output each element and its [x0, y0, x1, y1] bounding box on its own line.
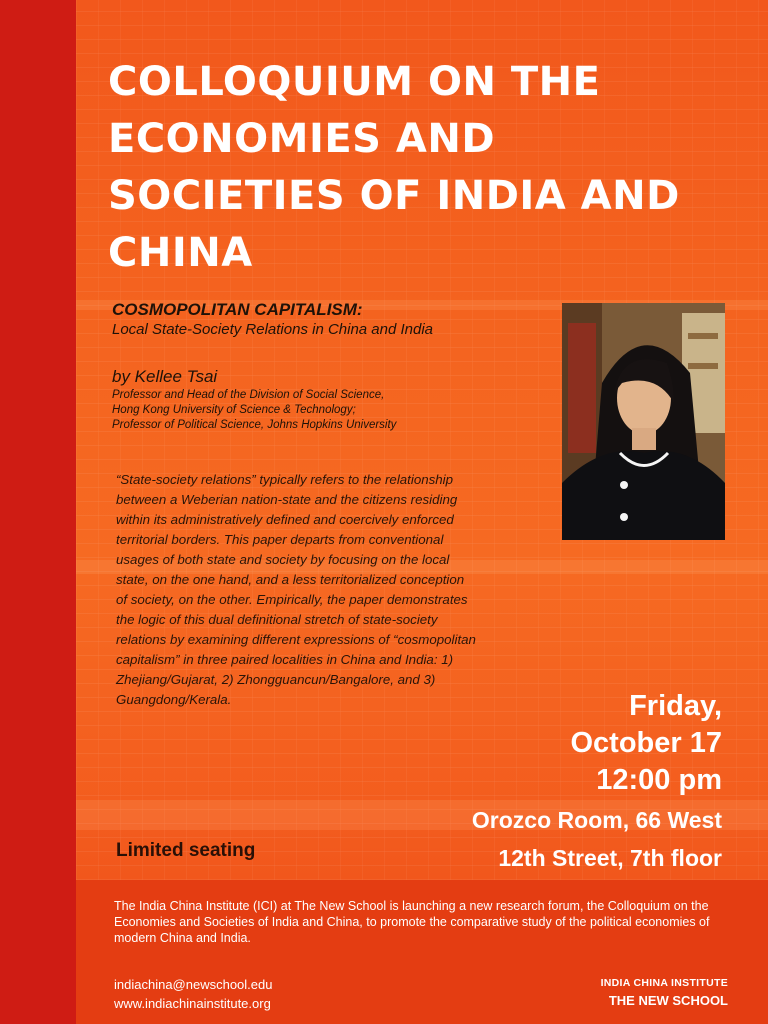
contact-website[interactable]: www.indiachinainstitute.org — [114, 996, 271, 1011]
event-date: October 17 — [570, 727, 722, 759]
contact-info — [114, 975, 272, 1013]
speaker-portrait-illustration — [562, 303, 725, 540]
left-strip — [0, 0, 76, 1024]
event-day: Friday, — [629, 690, 722, 722]
speaker-affiliation: Professor of Political Science, Johns Hopkins University — [112, 419, 397, 431]
event-time: 12:00 pm — [596, 764, 722, 796]
speaker-photo — [562, 303, 725, 540]
event-date-time — [571, 688, 723, 799]
contact-email[interactable]: indiachina@newschool.edu — [114, 977, 273, 992]
event-location-line2: 12th Street, 7th floor — [498, 845, 722, 871]
lecture-title: COSMOPOLITAN CAPITALISM: — [112, 300, 363, 319]
abstract-text: “State-society relations” typically refers to the relationship between a Weberian nation-state and the citizens residing within its administratively defined and coercively enforced territorial borders. This paper departs from conventional usages of both state and society by focusing on the local state, on the one hand, and a less territorialized conception of society, on the other. Empirically, the paper demonstrates the logic of this dual definitional stretch of state-society relations by examining different expressions of “cosmopolitan capitalism” in three paired localities in China and India: 1) Zhejiang/Gujarat, 2) Zhongguancun/Bangalore, and 3) Guangdong/Kerala. — [116, 472, 476, 707]
lecture-heading — [112, 300, 532, 340]
logo-institute-name: INDIA CHINA INSTITUTE — [600, 977, 728, 989]
limited-seating-notice: Limited seating — [116, 840, 256, 861]
logo-school-name: THE NEW SCHOOL — [608, 993, 728, 1008]
colloquium-title: COLLOQUIUM ON THE ECONOMIES AND SOCIETIES OF INDIA AND CHINA — [108, 59, 680, 276]
institute-logo — [601, 977, 728, 1008]
speaker-byline: by Kellee Tsai — [112, 367, 218, 386]
speaker-info — [112, 366, 532, 433]
event-location — [472, 801, 722, 877]
lecture-subtitle: Local State-Society Relations in China and India — [112, 321, 434, 338]
institute-blurb: The India China Institute (ICI) at The New School is launching a new research forum, the Colloquium on the Economies and Societies of India and China, to promote the comparative study of the political economies of modern China and India. — [114, 899, 710, 945]
speaker-affiliation: Hong Kong University of Science & Technology; — [112, 404, 356, 416]
event-location-line1: Orozco Room, 66 West — [471, 807, 722, 833]
speaker-affiliation: Professor and Head of the Division of Social Science, — [112, 389, 385, 401]
